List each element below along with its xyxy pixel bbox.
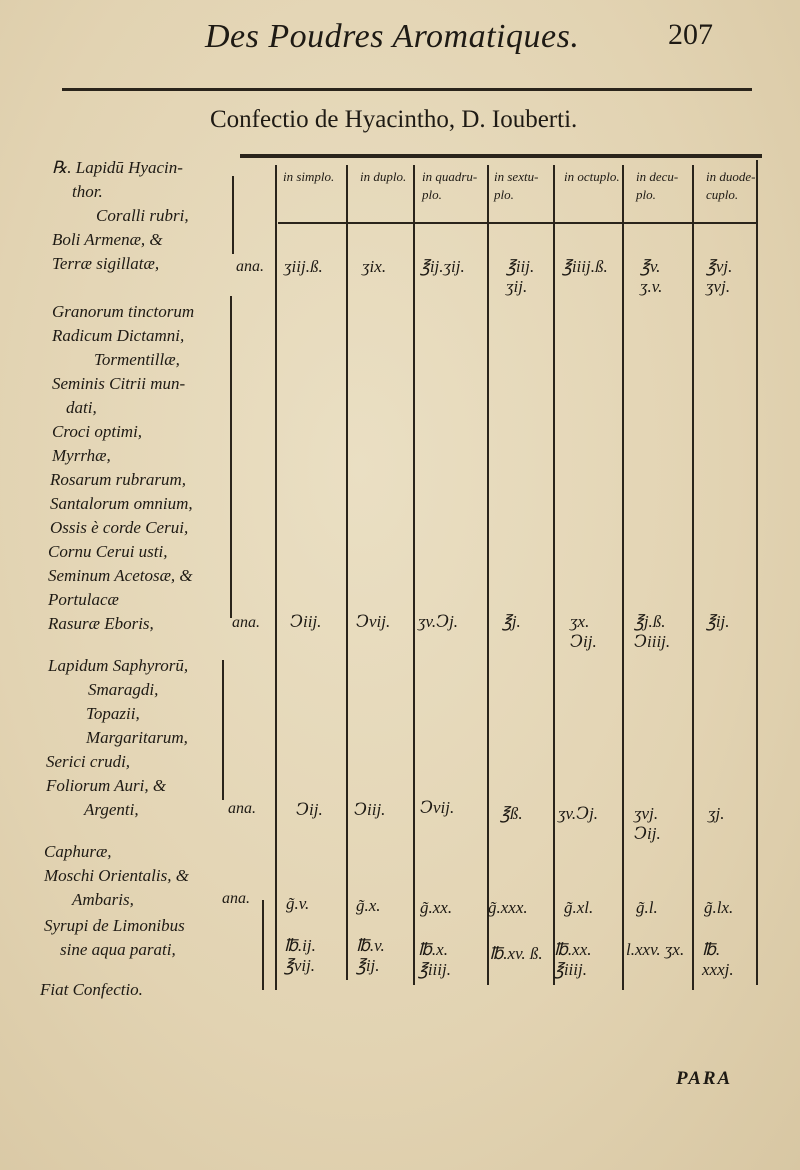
dose-value: ʒix.: [362, 257, 387, 276]
column-header: in octuplo.: [564, 169, 620, 184]
dose-value: ℥vj. ʒvj.: [706, 257, 733, 296]
group-brace: [230, 296, 232, 618]
table-top-rule: [240, 154, 762, 158]
dose-value: ℔.ij. ℥vij.: [284, 936, 316, 975]
ingredient-name: Myrrhæ,: [52, 446, 111, 465]
column-header: in quadru- plo.: [422, 169, 478, 202]
dose-value: ℔.v. ℥ij.: [356, 936, 385, 975]
dose-value: g̃.v.: [286, 894, 310, 913]
ingredient-name: Boli Armenæ, &: [52, 230, 163, 249]
ana-label: ana.: [222, 890, 250, 907]
column-separator: [413, 165, 415, 985]
dose-value: g̃.lx.: [704, 898, 734, 917]
ingredient-name: Terræ sigillatæ,: [52, 254, 160, 273]
dose-value: ʒv.Ↄj.: [558, 804, 599, 823]
ingredient-name: sine aqua parati,: [60, 940, 176, 959]
header-rule: [62, 88, 752, 91]
ingredient-name: Santalorum omnium,: [50, 494, 193, 513]
page-number: 207: [668, 18, 713, 51]
dose-value: Ↄvij.: [356, 612, 391, 631]
dose-value: g̃.xx.: [420, 898, 453, 917]
dose-value: ℔.x. ℥iiij.: [418, 940, 451, 979]
column-separator: [756, 160, 758, 985]
dose-value: ℥ß.: [500, 804, 523, 823]
dose-value: Ↄij.: [296, 800, 323, 819]
group-brace: [232, 176, 234, 254]
dose-value: Ↄvij.: [420, 798, 455, 817]
ana-label: ana.: [236, 258, 264, 275]
ingredient-name: Rosarum rubrarum,: [50, 470, 187, 489]
dose-value: g̃.l.: [636, 898, 658, 917]
ingredient-name: Seminis Citrii mun-: [52, 374, 186, 393]
dose-value: Ↄiij.: [290, 612, 322, 631]
dose-value: ℥v. ʒ.v.: [640, 257, 663, 296]
dose-value: ʒiij.ß.: [284, 257, 323, 276]
dose-value: g̃.x.: [356, 896, 381, 915]
column-header: in sextu- plo.: [494, 169, 539, 202]
dose-value: g̃.xxx.: [488, 898, 528, 917]
column-header: in simplo.: [283, 169, 335, 184]
column-separator: [622, 165, 624, 990]
catchword: PARA: [676, 1068, 733, 1089]
ingredient-name: Cornu Cerui usti,: [48, 542, 168, 561]
ingredient-name: thor.: [72, 182, 103, 201]
ingredient-name: Foliorum Auri, &: [46, 776, 167, 795]
ingredient-name: dati,: [66, 398, 97, 417]
closing-line: Fiat Confectio.: [40, 980, 143, 999]
ingredient-name: Syrupi de Limonibus: [44, 916, 185, 935]
ingredient-name: Serici crudi,: [46, 752, 131, 771]
ingredient-name: Margaritarum,: [86, 728, 188, 747]
dose-value: ℔.xx. ℥iiij.: [554, 940, 592, 979]
ingredient-name: Coralli rubri,: [96, 206, 189, 225]
column-separator: [553, 165, 555, 985]
group-brace: [262, 900, 264, 990]
column-separator: [692, 165, 694, 990]
ingredient-name: Radicum Dictamni,: [52, 326, 185, 345]
dose-value: ℥iij. ʒij.: [506, 257, 535, 296]
ingredient-name: Moschi Orientalis, &: [44, 866, 189, 885]
column-separator: [487, 165, 489, 985]
column-header: in duplo.: [360, 169, 407, 184]
ingredient-name: Smaragdi,: [88, 680, 159, 699]
ana-label: ana.: [232, 614, 260, 631]
ingredient-name: Lapidum Saphyrorū,: [48, 656, 189, 675]
dose-value: ℥ij.: [706, 612, 730, 631]
dose-value: ʒx. Ↄij.: [570, 612, 597, 651]
ingredient-name: Topazii,: [86, 704, 140, 723]
column-header: in decu- plo.: [636, 169, 679, 202]
dose-value: ℔. xxxj.: [702, 940, 734, 979]
dose-value: ʒvj. Ↄij.: [634, 804, 661, 843]
ingredient-name: Croci optimi,: [52, 422, 143, 441]
dose-value: l.xxv. ʒx.: [626, 940, 685, 959]
ingredient-name: Tormentillæ,: [94, 350, 180, 369]
ingredient-name: Granorum tinctorum: [52, 302, 195, 321]
dose-value: Ↄiij.: [354, 800, 386, 819]
ingredient-name: Caphuræ,: [44, 842, 112, 861]
dose-value: ʒj.: [708, 804, 725, 823]
dose-value: ℔.xv. ß.: [489, 944, 543, 963]
group-brace: [222, 660, 224, 800]
ingredient-name: Rasuræ Eboris,: [48, 614, 154, 633]
header-bottom-rule: [278, 222, 758, 224]
ingredient-name: Seminum Acetosæ, &: [48, 566, 193, 585]
running-head: Des Poudres Aromatiques.: [205, 18, 580, 55]
ingredient-name: Portulacæ: [48, 590, 119, 609]
ana-label: ana.: [228, 800, 256, 817]
recipe-title: Confectio de Hyacintho, D. Iouberti.: [210, 106, 578, 133]
column-separator: [275, 165, 277, 990]
ingredient-name: Ambaris,: [72, 890, 134, 909]
ingredient-name: Ossis è corde Cerui,: [50, 518, 189, 537]
dose-value: ℥iiij.ß.: [562, 257, 608, 276]
dose-value: ℥ij.ʒij.: [420, 257, 465, 276]
column-header: in duode- cuplo.: [706, 169, 756, 202]
ingredient-name: ℞. Lapidū Hyacin-: [52, 158, 183, 177]
dose-value: ʒv.Ↄj.: [418, 612, 459, 631]
column-separator: [346, 165, 348, 980]
dose-value: g̃.xl.: [564, 898, 594, 917]
ingredient-name: Argenti,: [84, 800, 139, 819]
dose-value: ℥j.ß. Ↄiiij.: [634, 612, 671, 651]
dose-value: ℥j.: [502, 612, 521, 631]
